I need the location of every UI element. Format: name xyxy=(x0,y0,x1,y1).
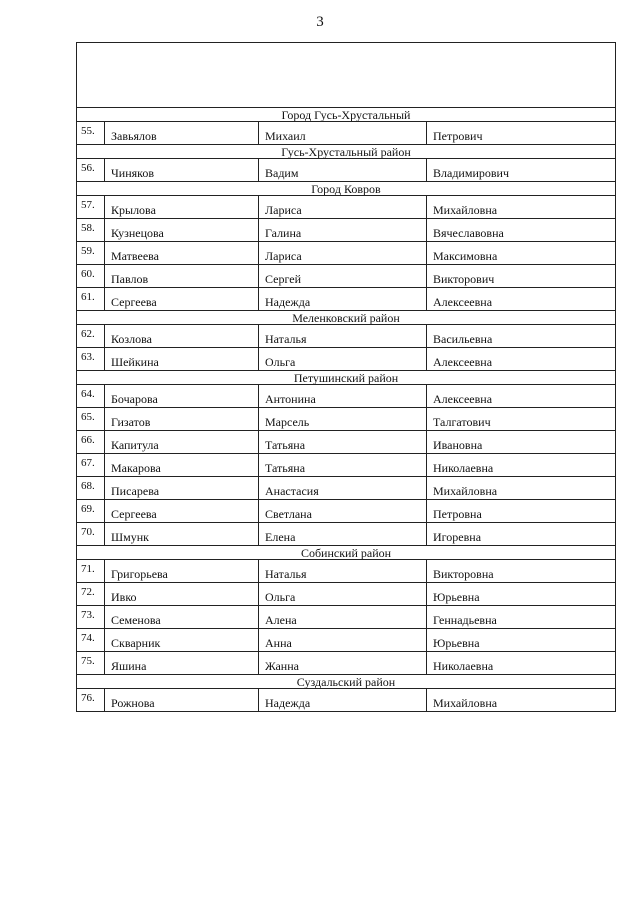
first-name: Михаил xyxy=(259,122,427,145)
patronymic: Игоревна xyxy=(427,523,616,546)
patronymic: Алексеевна xyxy=(427,385,616,408)
page-number: 3 xyxy=(316,14,324,30)
first-name: Вадим xyxy=(259,159,427,182)
row-number: 75. xyxy=(77,652,105,675)
patronymic: Николаевна xyxy=(427,652,616,675)
blank-cell xyxy=(77,43,616,108)
first-name: Лариса xyxy=(259,242,427,265)
table-row xyxy=(77,500,616,523)
row-number: 57. xyxy=(77,196,105,219)
last-name: Крылова xyxy=(105,196,259,219)
table-row xyxy=(77,689,616,712)
first-name: Наталья xyxy=(259,560,427,583)
patronymic: Ивановна xyxy=(427,431,616,454)
last-name: Семенова xyxy=(105,606,259,629)
persons-table xyxy=(76,42,616,712)
patronymic: Михайловна xyxy=(427,477,616,500)
patronymic: Михайловна xyxy=(427,689,616,712)
row-number: 70. xyxy=(77,523,105,546)
row-number: 68. xyxy=(77,477,105,500)
patronymic: Николаевна xyxy=(427,454,616,477)
last-name: Павлов xyxy=(105,265,259,288)
section-title: Город Гусь-Хрустальный xyxy=(77,108,616,122)
row-number: 59. xyxy=(77,242,105,265)
row-number: 76. xyxy=(77,689,105,712)
section-header-row xyxy=(77,371,616,385)
last-name: Козлова xyxy=(105,325,259,348)
section-header-row xyxy=(77,675,616,689)
patronymic: Вячеславовна xyxy=(427,219,616,242)
first-name: Елена xyxy=(259,523,427,546)
row-number: 67. xyxy=(77,454,105,477)
table-row xyxy=(77,325,616,348)
patronymic: Максимовна xyxy=(427,242,616,265)
section-header-row xyxy=(77,145,616,159)
last-name: Скварник xyxy=(105,629,259,652)
first-name: Надежда xyxy=(259,288,427,311)
patronymic: Михайловна xyxy=(427,196,616,219)
section-header-row xyxy=(77,311,616,325)
table-row xyxy=(77,431,616,454)
patronymic: Викторовна xyxy=(427,560,616,583)
table-row xyxy=(77,159,616,182)
patronymic: Викторович xyxy=(427,265,616,288)
row-number: 65. xyxy=(77,408,105,431)
row-number: 55. xyxy=(77,122,105,145)
patronymic: Владимирович xyxy=(427,159,616,182)
first-name: Сергей xyxy=(259,265,427,288)
last-name: Рожнова xyxy=(105,689,259,712)
row-number: 56. xyxy=(77,159,105,182)
section-title: Город Ковров xyxy=(77,182,616,196)
patronymic: Петровна xyxy=(427,500,616,523)
first-name: Надежда xyxy=(259,689,427,712)
last-name: Макарова xyxy=(105,454,259,477)
table-row xyxy=(77,606,616,629)
row-number: 60. xyxy=(77,265,105,288)
last-name: Ивко xyxy=(105,583,259,606)
last-name: Яшина xyxy=(105,652,259,675)
table-row xyxy=(77,629,616,652)
last-name: Чиняков xyxy=(105,159,259,182)
section-title: Суздальский район xyxy=(77,675,616,689)
patronymic: Геннадьевна xyxy=(427,606,616,629)
section-title: Собинский район xyxy=(77,546,616,560)
section-title: Петушинский район xyxy=(77,371,616,385)
section-header-row xyxy=(77,546,616,560)
table-top-blank-row xyxy=(77,43,616,108)
row-number: 61. xyxy=(77,288,105,311)
row-number: 71. xyxy=(77,560,105,583)
row-number: 74. xyxy=(77,629,105,652)
patronymic: Талгатович xyxy=(427,408,616,431)
patronymic: Петрович xyxy=(427,122,616,145)
last-name: Шмунк xyxy=(105,523,259,546)
row-number: 63. xyxy=(77,348,105,371)
table-row xyxy=(77,242,616,265)
table-row xyxy=(77,408,616,431)
last-name: Григорьева xyxy=(105,560,259,583)
table-row xyxy=(77,385,616,408)
first-name: Анна xyxy=(259,629,427,652)
table-row xyxy=(77,288,616,311)
persons-table-body xyxy=(77,43,616,712)
first-name: Жанна xyxy=(259,652,427,675)
patronymic: Васильевна xyxy=(427,325,616,348)
last-name: Кузнецова xyxy=(105,219,259,242)
first-name: Антонина xyxy=(259,385,427,408)
row-number: 66. xyxy=(77,431,105,454)
table-row xyxy=(77,523,616,546)
row-number: 72. xyxy=(77,583,105,606)
table-row xyxy=(77,454,616,477)
last-name: Гизатов xyxy=(105,408,259,431)
section-title: Гусь-Хрустальный район xyxy=(77,145,616,159)
first-name: Ольга xyxy=(259,583,427,606)
table-row xyxy=(77,265,616,288)
patronymic: Юрьевна xyxy=(427,629,616,652)
last-name: Матвеева xyxy=(105,242,259,265)
table-row xyxy=(77,477,616,500)
first-name: Анастасия xyxy=(259,477,427,500)
last-name: Капитула xyxy=(105,431,259,454)
patronymic: Алексеевна xyxy=(427,348,616,371)
last-name: Писарева xyxy=(105,477,259,500)
table-row xyxy=(77,122,616,145)
table-row xyxy=(77,348,616,371)
last-name: Сергеева xyxy=(105,500,259,523)
table-row xyxy=(77,560,616,583)
first-name: Марсель xyxy=(259,408,427,431)
first-name: Лариса xyxy=(259,196,427,219)
row-number: 58. xyxy=(77,219,105,242)
table-row xyxy=(77,652,616,675)
first-name: Светлана xyxy=(259,500,427,523)
last-name: Сергеева xyxy=(105,288,259,311)
last-name: Бочарова xyxy=(105,385,259,408)
section-header-row xyxy=(77,182,616,196)
patronymic: Юрьевна xyxy=(427,583,616,606)
table-row xyxy=(77,196,616,219)
last-name: Шейкина xyxy=(105,348,259,371)
patronymic: Алексеевна xyxy=(427,288,616,311)
last-name: Завьялов xyxy=(105,122,259,145)
first-name: Галина xyxy=(259,219,427,242)
row-number: 73. xyxy=(77,606,105,629)
first-name: Наталья xyxy=(259,325,427,348)
section-title: Меленковский район xyxy=(77,311,616,325)
table-row xyxy=(77,583,616,606)
section-header-row xyxy=(77,108,616,122)
first-name: Алена xyxy=(259,606,427,629)
first-name: Татьяна xyxy=(259,431,427,454)
table-row xyxy=(77,219,616,242)
row-number: 69. xyxy=(77,500,105,523)
first-name: Ольга xyxy=(259,348,427,371)
first-name: Татьяна xyxy=(259,454,427,477)
row-number: 64. xyxy=(77,385,105,408)
row-number: 62. xyxy=(77,325,105,348)
